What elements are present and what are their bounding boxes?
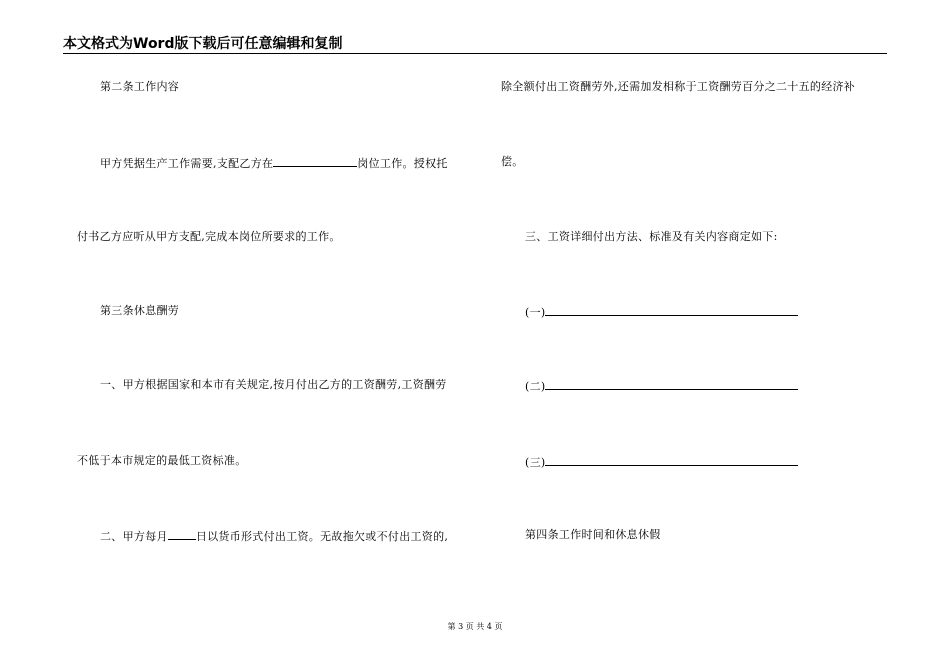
wage-detail-line-1 xyxy=(525,304,798,320)
article-3-item-1-line-1: 一、甲方根据国家和本市有关规定,按月付出乙方的工资酬劳,工资酬劳 xyxy=(100,378,447,391)
article-3-item-1-line-2: 不低于本市规定的最低工资标准。 xyxy=(77,454,247,467)
position-blank xyxy=(273,155,357,167)
wage-detail-blank-2 xyxy=(545,378,798,390)
article-4-title: 第四条工作时间和休息休假 xyxy=(525,528,661,541)
article-3-title: 第三条休息酬劳 xyxy=(100,304,180,317)
right-paragraph-line-2: 偿。 xyxy=(501,155,524,168)
page-number-footer: 第 3 页 共 4 页 xyxy=(447,622,503,631)
article-2-text-after-blank: 岗位工作。授权托 xyxy=(357,157,448,170)
pay-day-blank xyxy=(168,528,196,540)
wage-detail-blank-1 xyxy=(545,304,798,316)
wage-detail-line-3 xyxy=(525,454,798,470)
article-3-item-2-after-blank: 日以货币形式付出工资。无故拖欠或不付出工资的, xyxy=(195,530,449,543)
wage-detail-label-1: (一) xyxy=(525,306,546,319)
article-3-item-2-line xyxy=(100,528,448,544)
right-paragraph-line-1: 除全额付出工资酬劳外,还需加发相称于工资酬劳百分之二十五的经济补 xyxy=(501,80,856,93)
article-2-text-before-blank: 甲方凭据生产工作需要,支配乙方在 xyxy=(100,157,274,170)
article-3-item-3-title: 三、工资详细付出方法、标准及有关内容商定如下: xyxy=(525,230,778,243)
article-2-paragraph-line-1 xyxy=(100,155,448,171)
article-3-item-2-before-blank: 二、甲方每月 xyxy=(100,530,168,543)
wage-detail-line-2 xyxy=(525,378,798,394)
wage-detail-blank-3 xyxy=(545,454,798,466)
header-divider xyxy=(63,53,887,54)
wage-detail-label-2: (二) xyxy=(525,380,546,393)
article-2-title: 第二条工作内容 xyxy=(100,80,180,93)
wage-detail-label-3: (三) xyxy=(525,456,546,469)
document-header-title: 本文格式为Word版下载后可任意编辑和复制 xyxy=(63,36,343,52)
article-2-paragraph-line-2: 付书乙方应听从甲方支配,完成本岗位所要求的工作。 xyxy=(77,230,341,243)
